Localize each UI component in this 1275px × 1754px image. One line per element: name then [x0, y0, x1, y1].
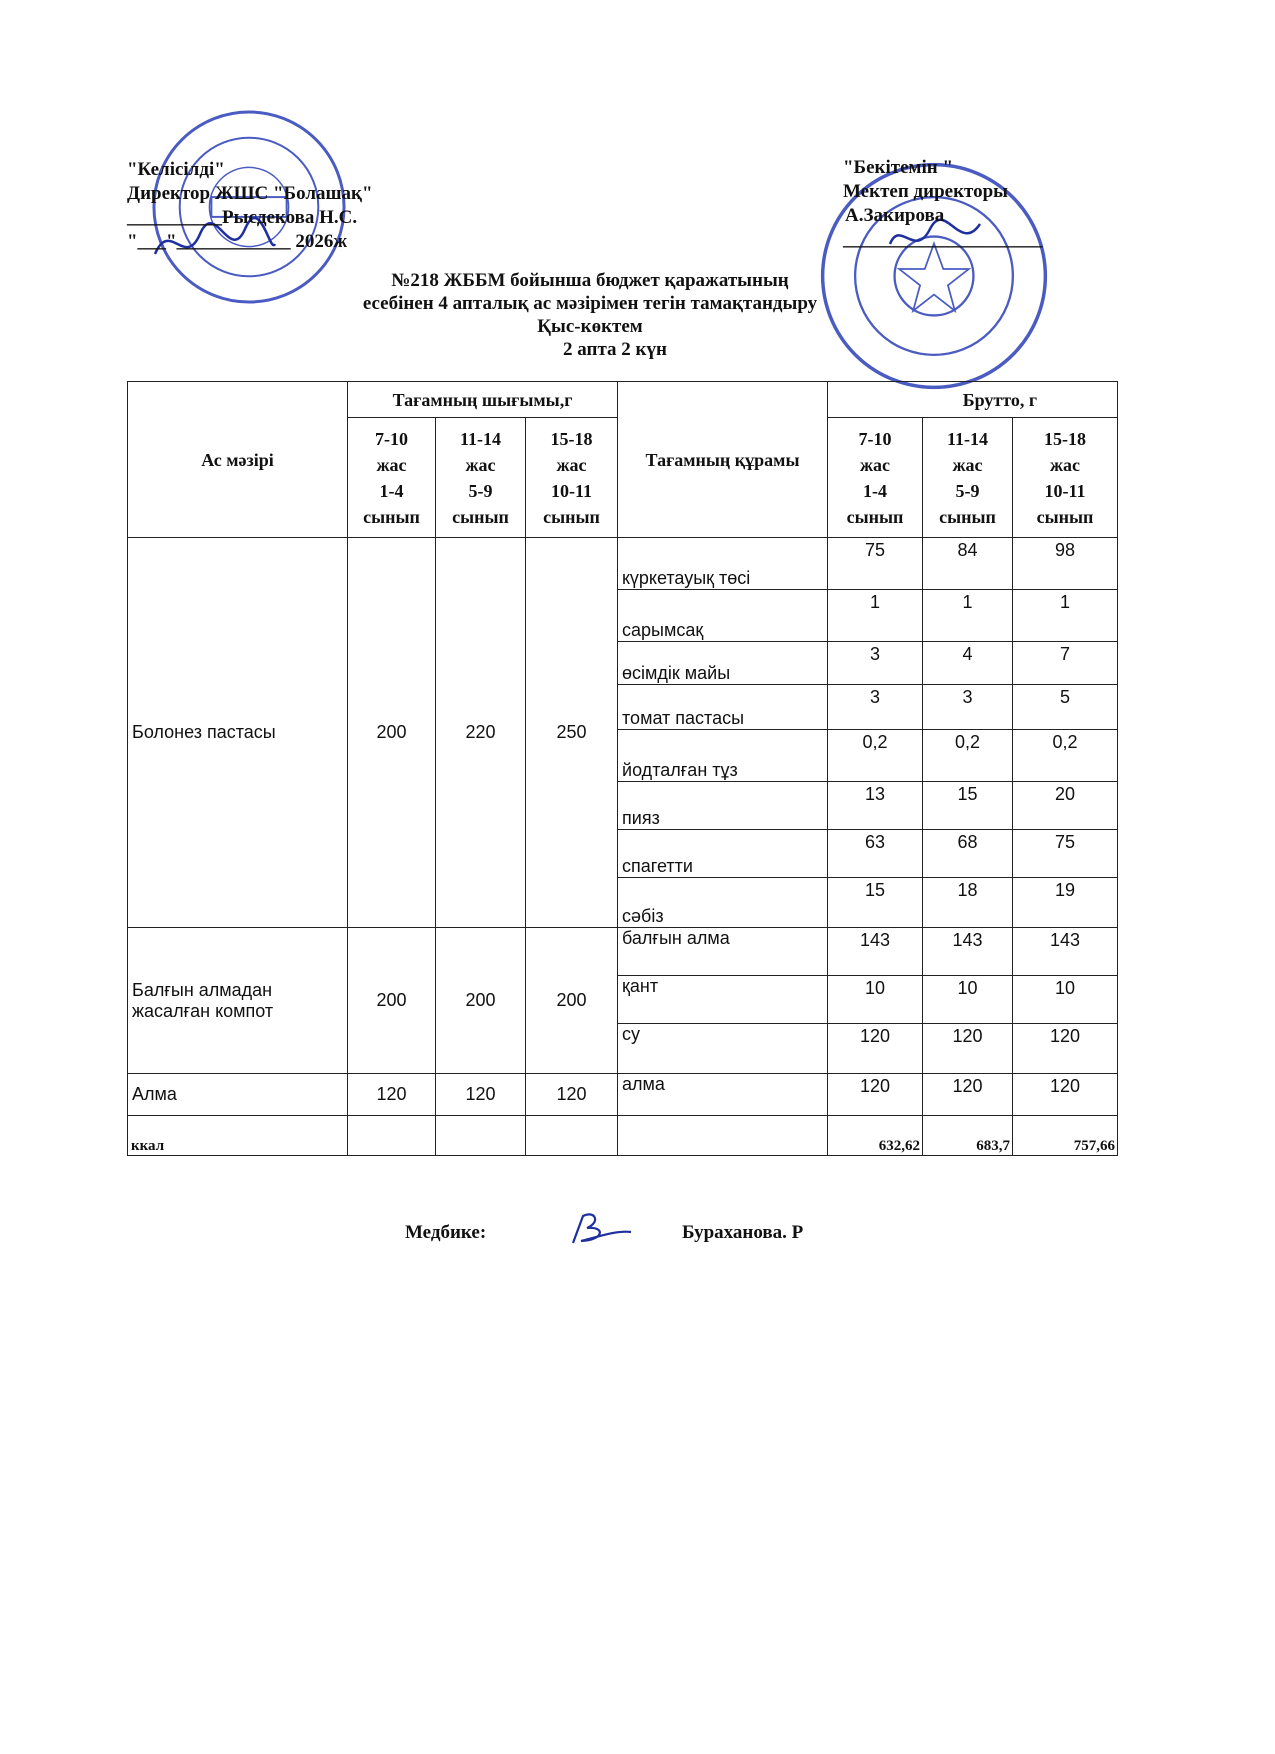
ingredient-brutto-value: 3: [828, 685, 923, 730]
dish-name: Балғын алмадан жасалған компот: [128, 928, 348, 1074]
age-header-label: сынып: [846, 506, 904, 527]
ingredient-brutto-value: 10: [923, 976, 1013, 1024]
age-header-label: сынып: [363, 506, 420, 527]
age-header-grade: 1-4: [863, 480, 888, 501]
title-line2: есебінен 4 апталық ас мәзірімен тегін тамақтандыру: [362, 293, 818, 314]
age-header-label: сынып: [939, 506, 996, 527]
ingredient-brutto-value: 7: [1013, 642, 1118, 685]
document-title: [300, 269, 880, 361]
title-line4: 2 апта 2 күн: [563, 339, 667, 360]
ingredient-brutto-value: 120: [1013, 1074, 1118, 1116]
ingredient-brutto-value: 143: [923, 928, 1013, 976]
col-header-output: Тағамның шығымы,г: [348, 382, 618, 418]
ingredient-brutto-value: 75: [828, 538, 923, 590]
age-header-grade: 10-11: [1044, 480, 1086, 501]
kcal-empty-cell: [436, 1116, 526, 1156]
ingredient-brutto-value: 0,2: [923, 730, 1013, 782]
ingredient-name: сәбіз: [618, 878, 828, 928]
dish-name: Алма: [128, 1074, 348, 1116]
header-left-line1: "Келісілді": [127, 159, 225, 180]
ingredient-brutto-value: 15: [923, 782, 1013, 830]
table-row: [128, 928, 1118, 976]
header-right-line2: Мектеп директоры: [843, 181, 1009, 202]
ingredient-brutto-value: 120: [828, 1024, 923, 1074]
ingredient-name: балғын алма: [618, 928, 828, 976]
output-age-header-1: [436, 418, 526, 538]
age-header-grade: 10-11: [551, 480, 593, 501]
dish-output-value: 120: [526, 1074, 618, 1116]
ingredient-brutto-value: 0,2: [1013, 730, 1118, 782]
header-right-line3: А.Закирова: [845, 205, 945, 226]
brutto-age-header-2: [1013, 418, 1118, 538]
header-right-line1: "Бекітемін ": [843, 157, 954, 178]
header-left-line2: Директор ЖШС "Болашақ": [127, 183, 373, 204]
ingredient-name: өсімдік майы: [618, 642, 828, 685]
kcal-label: ккал: [128, 1116, 348, 1156]
age-header-grade: 1-4: [379, 480, 404, 501]
dish-output-value: 200: [348, 928, 436, 1074]
col-header-menu: Ас мәзірі: [128, 382, 348, 538]
age-header-age: 15-18: [550, 428, 593, 449]
ingredient-brutto-value: 13: [828, 782, 923, 830]
ingredient-brutto-value: 143: [1013, 928, 1118, 976]
ingredient-brutto-value: 3: [828, 642, 923, 685]
footer-nurse-name: Бураханова. Р: [682, 1222, 804, 1243]
ingredient-name: сарымсақ: [618, 590, 828, 642]
output-age-header-0: [348, 418, 436, 538]
ingredient-brutto-value: 15: [828, 878, 923, 928]
footer-nurse-label: Медбике:: [405, 1222, 487, 1243]
age-header-unit: жас: [859, 454, 891, 475]
ingredient-brutto-value: 10: [828, 976, 923, 1024]
header-right-line4: _____________________: [843, 229, 1043, 250]
header-left-line4: "___"____________ 2026ж: [127, 231, 348, 252]
dish-output-value: 200: [526, 928, 618, 1074]
ingredient-brutto-value: 63: [828, 830, 923, 878]
col-header-brutto: Брутто, г: [828, 382, 1118, 418]
ingredient-brutto-value: 75: [1013, 830, 1118, 878]
dish-output-value: 200: [348, 538, 436, 928]
age-header-age: 15-18: [1044, 428, 1087, 449]
ingredient-brutto-value: 120: [923, 1024, 1013, 1074]
age-header-age: 7-10: [375, 428, 408, 449]
ingredient-brutto-value: 0,2: [828, 730, 923, 782]
ingredient-brutto-value: 1: [828, 590, 923, 642]
nurse-signature-icon: [565, 1208, 635, 1248]
table-row: [128, 1074, 1118, 1116]
ingredient-brutto-value: 1: [923, 590, 1013, 642]
age-header-label: сынып: [1036, 506, 1094, 527]
title-line3: Қыс-көктем: [537, 316, 643, 337]
dish-output-value: 200: [436, 928, 526, 1074]
age-header-grade: 5-9: [468, 480, 493, 501]
menu-table: [127, 381, 1118, 1156]
ingredient-name: спагетти: [618, 830, 828, 878]
age-header-unit: жас: [952, 454, 983, 475]
ingredient-name: томат пастасы: [618, 685, 828, 730]
kcal-empty-cell: [348, 1116, 436, 1156]
header-right: [843, 156, 1043, 252]
ingredient-name: пияз: [618, 782, 828, 830]
ingredient-brutto-value: 4: [923, 642, 1013, 685]
ingredient-brutto-value: 68: [923, 830, 1013, 878]
age-header-age: 7-10: [858, 428, 892, 449]
header-left-line3: __________Рысдекова Н.С.: [127, 207, 358, 228]
age-header-label: сынып: [543, 506, 600, 527]
brutto-age-header-0: [828, 418, 923, 538]
ingredient-name: йодталған тұз: [618, 730, 828, 782]
age-header-label: сынып: [452, 506, 509, 527]
dish-output-value: 120: [348, 1074, 436, 1116]
ingredient-brutto-value: 3: [923, 685, 1013, 730]
output-age-header-2: [526, 418, 618, 538]
title-line1: №218 ЖББМ бойынша бюджет қаражатының: [391, 270, 789, 291]
header-left: [127, 158, 373, 254]
age-header-unit: жас: [465, 454, 496, 475]
dish-output-value: 250: [526, 538, 618, 928]
age-header-grade: 5-9: [955, 480, 980, 501]
ingredient-brutto-value: 120: [1013, 1024, 1118, 1074]
dish-name: Болонез пастасы: [128, 538, 348, 928]
age-header-unit: жас: [1049, 454, 1081, 475]
ingredient-brutto-value: 143: [828, 928, 923, 976]
kcal-empty-cell: [526, 1116, 618, 1156]
table-row: [128, 538, 1118, 590]
brutto-age-header-1: [923, 418, 1013, 538]
ingredient-brutto-value: 19: [1013, 878, 1118, 928]
age-header-age: 11-14: [459, 428, 501, 449]
ingredient-brutto-value: 18: [923, 878, 1013, 928]
dish-output-value: 220: [436, 538, 526, 928]
ingredient-brutto-value: 120: [923, 1074, 1013, 1116]
col-header-composition: Тағамның құрамы: [618, 382, 828, 538]
ingredient-brutto-value: 98: [1013, 538, 1118, 590]
kcal-value: 683,7: [923, 1116, 1013, 1156]
ingredient-name: қант: [618, 976, 828, 1024]
ingredient-name: су: [618, 1024, 828, 1074]
ingredient-brutto-value: 84: [923, 538, 1013, 590]
dish-output-value: 120: [436, 1074, 526, 1116]
age-header-unit: жас: [376, 454, 407, 475]
ingredient-brutto-value: 1: [1013, 590, 1118, 642]
ingredient-name: күркетауық төсі: [618, 538, 828, 590]
ingredient-name: алма: [618, 1074, 828, 1116]
age-header-unit: жас: [556, 454, 587, 475]
kcal-empty-cell: [618, 1116, 828, 1156]
kcal-value: 757,66: [1013, 1116, 1118, 1156]
ingredient-brutto-value: 10: [1013, 976, 1118, 1024]
kcal-row: [128, 1116, 1118, 1156]
ingredient-brutto-value: 20: [1013, 782, 1118, 830]
ingredient-brutto-value: 5: [1013, 685, 1118, 730]
age-header-age: 11-14: [947, 428, 989, 449]
kcal-value: 632,62: [828, 1116, 923, 1156]
ingredient-brutto-value: 120: [828, 1074, 923, 1116]
